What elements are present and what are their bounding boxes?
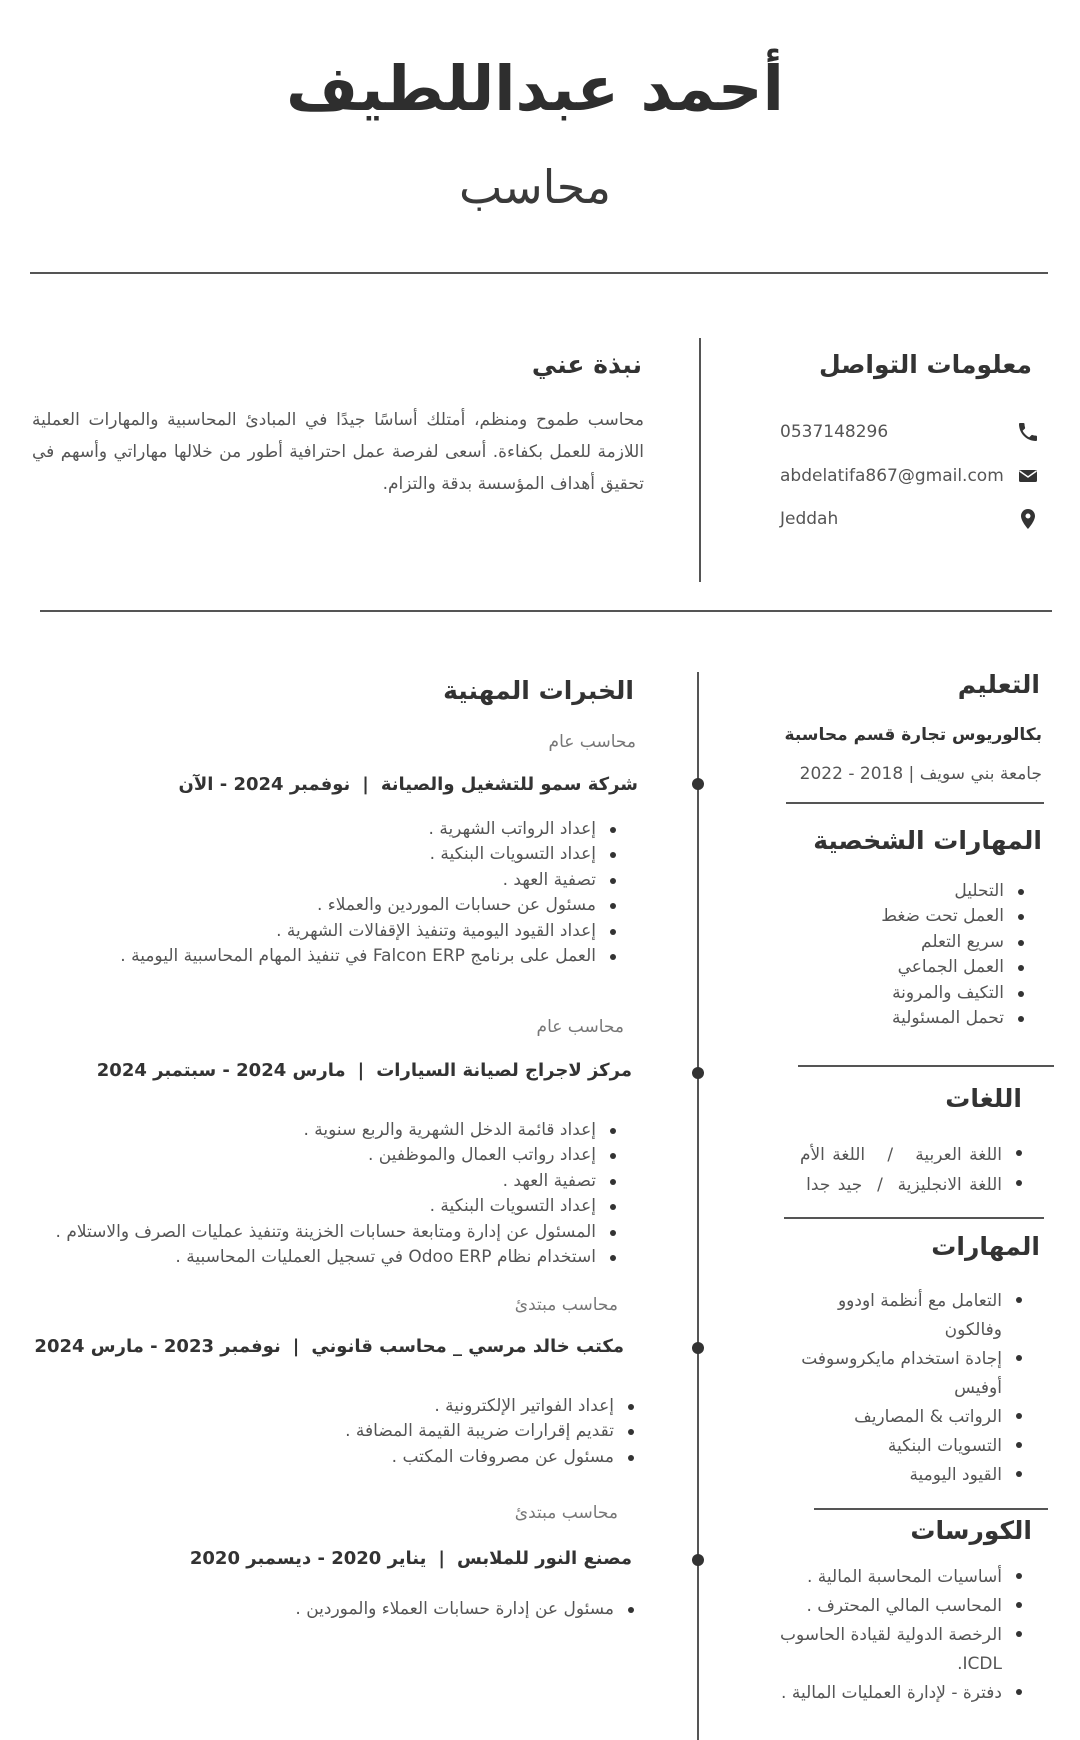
languages-divider [784, 1217, 1044, 1219]
location-text: Jeddah [780, 509, 839, 529]
email-address: abdelatifa867@gmail.com [780, 466, 1004, 486]
timeline-dot [692, 1554, 704, 1566]
phone-icon [1016, 420, 1040, 444]
job-period: نوفمبر 2023 - مارس 2024 [34, 1336, 281, 1357]
company-name: شركة سمو للتشغيل والصيانة [380, 774, 638, 795]
list-item: إعداد الفواتير الإلكترونية . [345, 1394, 640, 1419]
about-heading: نبذة عني [531, 350, 642, 379]
about-text: محاسب طموح ومنظم، أمتلك أساسًا جيدًا في المبادئ المحاسبية والمهارات العملية اللازمة للعمل بكفاءة. أسعى لفرصة عمل احترافية أطور من خلالها مهاراتي وأسهم في تحقيق أهداف المؤسسة بدقة والتزام. [32, 410, 644, 494]
list-item: إجادة استخدام مايكروسوفت أوفيس [798, 1345, 1028, 1403]
job-tasks [120, 817, 622, 969]
section-divider [40, 610, 1052, 612]
job-tasks [345, 1394, 640, 1470]
list-item: إعداد قائمة الدخل الشهرية والربع سنوية . [56, 1118, 622, 1143]
phone-number: 0537148296 [780, 422, 889, 442]
soft-skills-heading: المهارات الشخصية [813, 826, 1042, 855]
timeline-line [697, 672, 699, 1740]
skills-list [798, 1287, 1028, 1490]
job-title: محاسب [458, 160, 612, 214]
list-item: إعداد رواتب العمال والموظفين . [56, 1143, 622, 1168]
list-item: التكيف والمرونة [881, 981, 1030, 1006]
job-role: محاسب عام [548, 732, 636, 752]
top-vertical-divider [699, 338, 701, 582]
company-name: مركز لاجراج لصيانة السيارات [376, 1060, 632, 1081]
job-role: محاسب مبتدئ [514, 1503, 618, 1523]
list-item: اللغة العربية / اللغة الأم [800, 1140, 1028, 1170]
separator: | [362, 774, 369, 795]
list-item: سريع التعلم [881, 930, 1030, 955]
job-header [97, 1060, 632, 1081]
list-item: تحمل المسئولية [881, 1006, 1030, 1031]
list-item: مسئول عن إدارة حسابات العملاء والموردين . [295, 1597, 640, 1622]
job-header [190, 1548, 632, 1569]
list-item: دفترة - لإدارة العمليات المالية . [778, 1679, 1028, 1708]
location-pin-icon [1016, 507, 1040, 531]
contact-heading: معلومات التواصل [818, 350, 1032, 379]
experience-heading: الخبرات المهنية [443, 676, 634, 705]
timeline-dot [692, 1342, 704, 1354]
job-header [179, 774, 638, 795]
job-period: نوفمبر 2024 - الآن [178, 774, 351, 795]
list-item: المحاسب المالي المحترف . [778, 1592, 1028, 1621]
soft-skills-list [881, 879, 1030, 1031]
list-item: الرواتب & المصاريف [798, 1403, 1028, 1432]
contact-phone [770, 418, 1040, 448]
full-name: أحمد عبداللطيف [286, 52, 784, 125]
list-item: التسويات البنكية [798, 1432, 1028, 1461]
languages-heading: اللغات [945, 1084, 1022, 1113]
list-item: الرخصة الدولية لقيادة الحاسوب ICDL. [778, 1621, 1028, 1679]
job-role: محاسب عام [536, 1017, 624, 1037]
list-item: مسئول عن مصروفات المكتب . [345, 1445, 640, 1470]
education-heading: التعليم [957, 670, 1040, 699]
courses-heading: الكورسات [910, 1516, 1032, 1545]
courses-list [778, 1563, 1028, 1708]
separator: | [357, 1060, 365, 1081]
list-item: تقديم إقرارات ضريبة القيمة المضافة . [345, 1419, 640, 1444]
job-tasks [56, 1118, 622, 1270]
separator: | [292, 1336, 300, 1357]
list-item: التعامل مع أنظمة اودوو وفالكون [798, 1287, 1028, 1345]
list-item: القيود اليومية [798, 1461, 1028, 1490]
list-item: إعداد التسويات البنكية . [120, 842, 622, 867]
contact-location [770, 505, 1040, 535]
job-period: مارس 2024 - سبتمبر 2024 [96, 1060, 346, 1081]
list-item: تصفية العهد . [120, 868, 622, 893]
skills-divider [814, 1508, 1048, 1510]
timeline-dot [692, 1067, 704, 1079]
job-header [34, 1336, 624, 1357]
separator: | [438, 1548, 445, 1569]
list-item: مسئول عن حسابات الموردين والعملاء . [120, 893, 622, 918]
list-item: إعداد التسويات البنكية . [56, 1194, 622, 1219]
list-item: أساسيات المحاسبة المالية . [778, 1563, 1028, 1592]
contact-email [770, 462, 1040, 492]
list-item: العمل على برنامج Falcon ERP في تنفيذ المهام المحاسبية اليومية . [120, 944, 622, 969]
job-tasks [295, 1597, 640, 1622]
education-divider [786, 802, 1044, 804]
envelope-icon [1016, 464, 1040, 488]
list-item: اللغة الانجليزية / جيد جدا [800, 1170, 1028, 1200]
company-name: مصنع النور للملابس [456, 1548, 632, 1569]
list-item: استخدام نظام Odoo ERP في تسجيل العمليات المحاسبية . [56, 1245, 622, 1270]
job-period: يناير 2020 - ديسمبر 2020 [189, 1548, 427, 1569]
list-item: إعداد الرواتب الشهرية . [120, 817, 622, 842]
list-item: التحليل [881, 879, 1030, 904]
list-item: العمل تحت ضغط [881, 904, 1030, 929]
job-role: محاسب مبتدئ [514, 1295, 618, 1315]
skills-heading: المهارات [931, 1232, 1040, 1261]
languages-list [800, 1140, 1028, 1200]
soft-skills-divider [798, 1065, 1054, 1067]
header-divider [30, 272, 1048, 274]
list-item: العمل الجماعي [881, 955, 1030, 980]
company-name: مكتب خالد مرسي _ محاسب قانوني [311, 1336, 624, 1357]
list-item: إعداد القيود اليومية وتنفيذ الإقفالات الشهرية . [120, 919, 622, 944]
timeline-dot [692, 778, 704, 790]
list-item: تصفية العهد . [56, 1169, 622, 1194]
education-degree: بكالوريوس تجارة قسم محاسبة [784, 725, 1042, 745]
education-details: جامعة بني سويف | 2018 - 2022 [799, 764, 1042, 784]
list-item: المسئول عن إدارة ومتابعة حسابات الخزينة وتنفيذ عمليات الصرف والاستلام . [56, 1220, 622, 1245]
